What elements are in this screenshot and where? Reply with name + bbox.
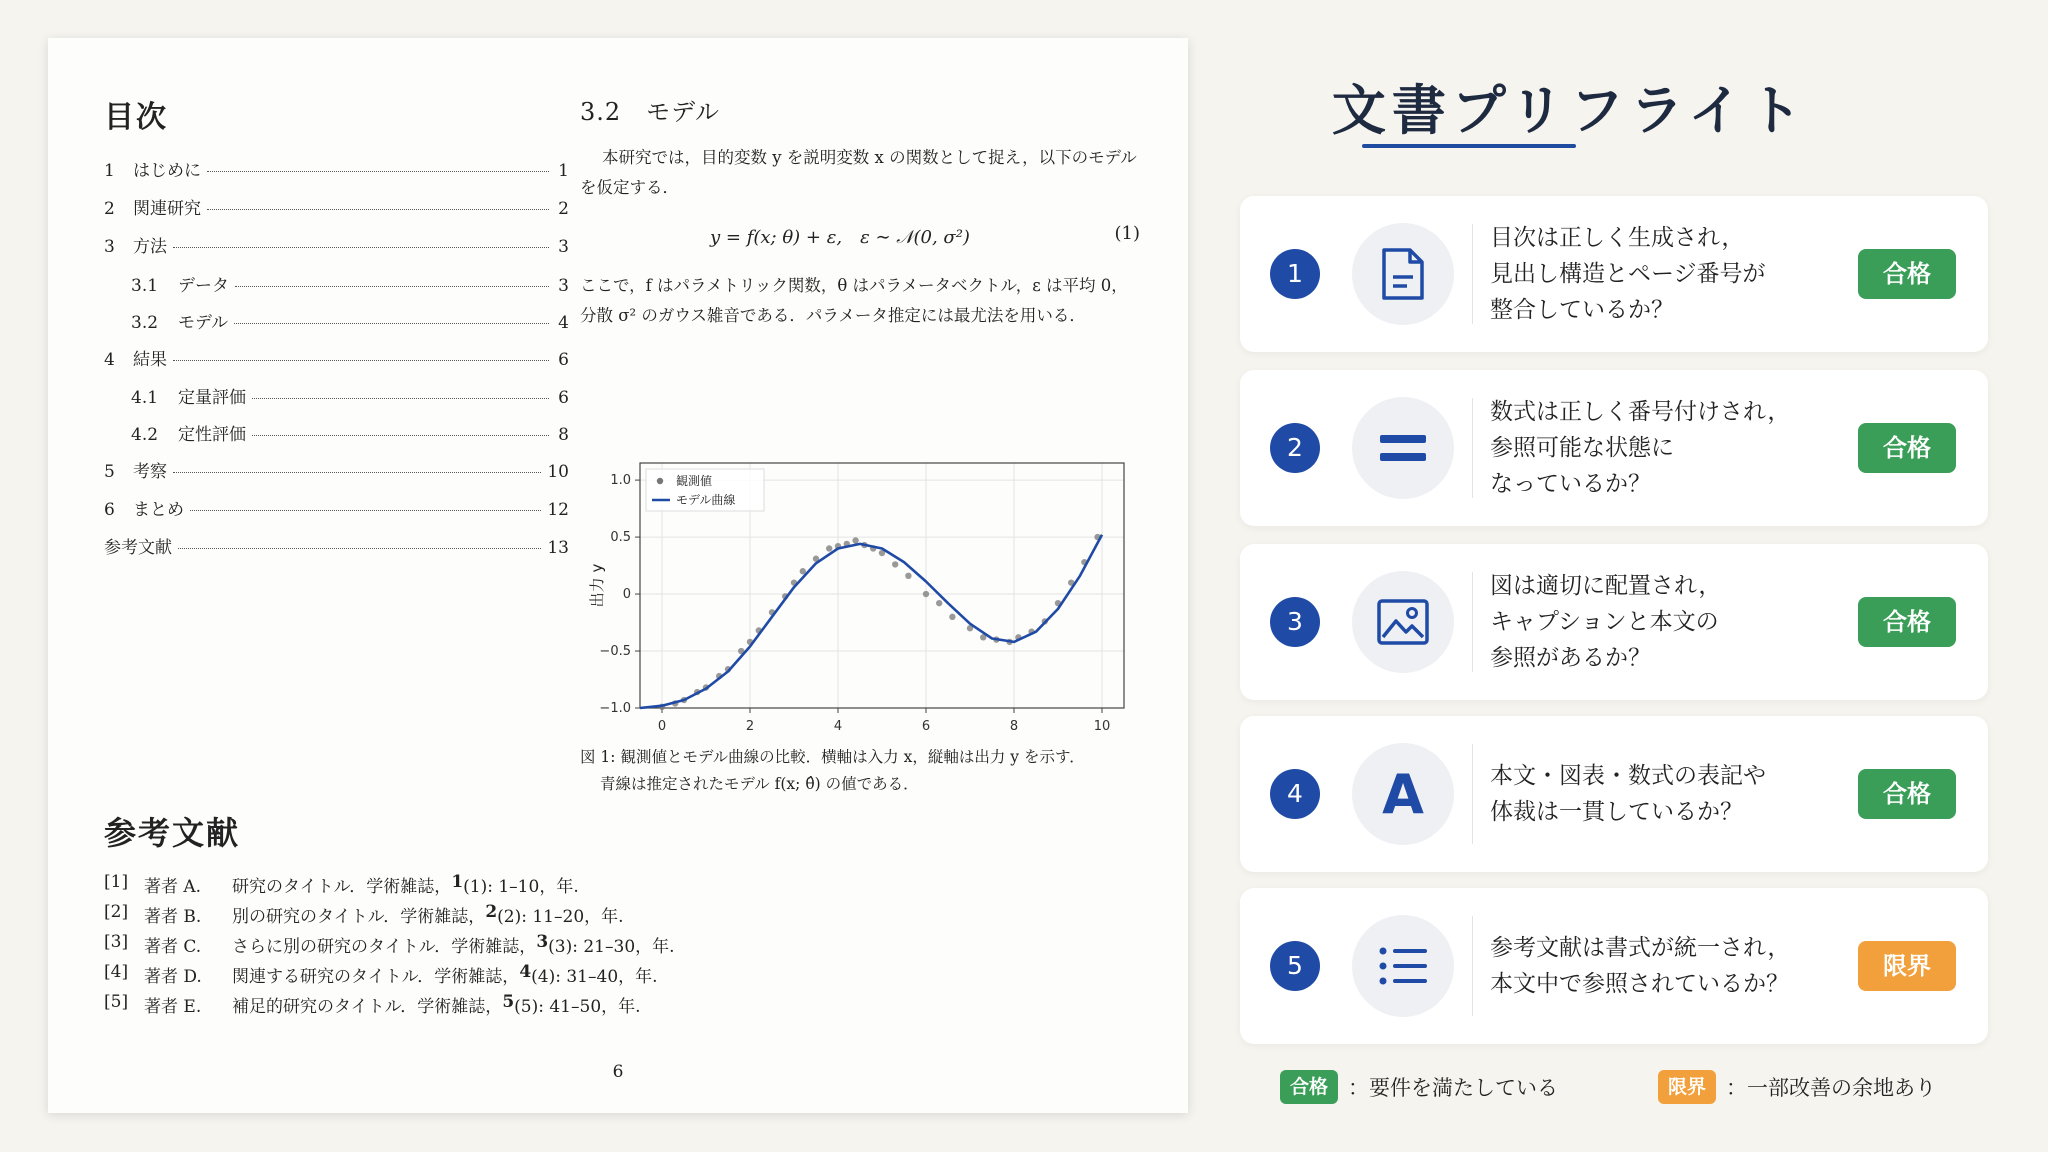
question-text <box>1490 888 1850 1044</box>
document-page <box>48 38 1188 1113</box>
reference-volume: 3 <box>536 932 549 952</box>
section-title: 3.2 モデル <box>580 98 720 126</box>
status-badge: 合格 <box>1858 597 1956 647</box>
reference-number: [4] <box>104 962 129 982</box>
question-line: 参照可能な状態に <box>1490 435 1674 461</box>
data-point <box>905 573 911 579</box>
x-tick-label: 2 <box>745 719 755 734</box>
reference-author: 著者 A. <box>144 877 202 897</box>
item-number-badge: 2 <box>1270 423 1320 473</box>
toc-title: 目次 <box>104 100 168 135</box>
caption-line-1: 図 1: 観測値とモデル曲線の比較．横軸は入力 x，縦軸は出力 y を示す． <box>580 748 1085 766</box>
question-text <box>1490 196 1850 352</box>
status-badge: 合格 <box>1858 249 1956 299</box>
item-number-badge: 4 <box>1270 769 1320 819</box>
icon-circle <box>1352 571 1454 673</box>
toc-item-number: 3.1 <box>131 275 159 296</box>
toc-item <box>104 533 569 571</box>
toc-leader <box>178 548 541 549</box>
question-text <box>1490 716 1850 872</box>
toc-item-label: 参考文献 <box>104 538 172 559</box>
data-point <box>936 600 942 606</box>
reference-title: 別の研究のタイトル．学術雑誌， <box>232 907 486 927</box>
toc-item-page: 13 <box>547 538 569 559</box>
document-icon <box>1380 247 1426 301</box>
question-line: 整合しているか？ <box>1490 297 1674 323</box>
reference-author: 著者 D. <box>144 967 202 987</box>
status-badge: 限界 <box>1858 941 1956 991</box>
toc-item-label: 定量評価 <box>178 387 246 408</box>
toc-item <box>104 383 569 420</box>
card-divider <box>1472 572 1473 672</box>
toc-item-number: 5 <box>104 461 115 482</box>
x-tick-label: 0 <box>657 719 667 734</box>
reference-item <box>104 992 984 1022</box>
data-point <box>949 614 955 620</box>
toc-item <box>104 457 569 495</box>
question-line: 見出し構造とページ番号が <box>1490 261 1766 287</box>
y-tick-label: −0.5 <box>599 644 631 660</box>
toc-item-page: 1 <box>558 161 569 181</box>
question-line: 本文中で参照されているか？ <box>1490 971 1789 997</box>
reference-list <box>104 872 984 1022</box>
question-line: 体裁は一貫しているか？ <box>1490 799 1743 825</box>
toc-item-number: 4.2 <box>131 424 159 445</box>
list-icon <box>1379 946 1427 986</box>
reference-pages: (1): 1–10，年. <box>463 877 579 897</box>
toc-leader <box>252 398 549 399</box>
icon-circle <box>1352 223 1454 325</box>
reference-author: 著者 C. <box>144 937 202 957</box>
reference-number: [5] <box>104 992 129 1012</box>
equation-number: (1) <box>1114 223 1140 244</box>
data-point <box>892 561 898 567</box>
checklist-item-3 <box>1240 544 1988 700</box>
model-curve-line <box>640 535 1102 708</box>
reference-number: [3] <box>104 932 129 952</box>
question-text <box>1490 544 1850 700</box>
equation-body: y = f(x; θ) + ε, ε ∼ 𝒩(0, σ²) <box>710 227 970 248</box>
toc-item-label: データ <box>178 275 229 296</box>
legend-pass-text: ：要件を満たしている <box>1348 1076 1559 1100</box>
reference-volume: 5 <box>502 992 515 1012</box>
y-tick-label: 1.0 <box>610 473 631 489</box>
reference-item <box>104 902 984 932</box>
toc-leader <box>207 209 549 210</box>
toc-leader <box>173 247 549 248</box>
question-text <box>1490 370 1850 526</box>
toc-item-page: 2 <box>558 199 569 220</box>
toc-item <box>104 495 569 533</box>
item-number-badge: 3 <box>1270 597 1320 647</box>
toc-leader <box>173 360 549 361</box>
toc-leader <box>252 435 549 436</box>
toc-leader <box>207 171 549 172</box>
toc-item-number: 4 <box>104 349 115 370</box>
reference-pages: (5): 41–50，年. <box>514 997 641 1017</box>
reference-item <box>104 932 984 962</box>
panel-title: 文書プリフライト <box>1331 79 1809 142</box>
question-line: なっているか？ <box>1490 471 1651 497</box>
toc-item-page: 12 <box>547 499 569 520</box>
reference-pages: (2): 11–20，年. <box>497 907 624 927</box>
x-tick-label: 8 <box>1009 719 1019 734</box>
toc-item-label: 考察 <box>133 461 167 482</box>
toc-item <box>104 308 569 345</box>
page-number: 6 <box>612 1062 624 1082</box>
y-tick-label: 0 <box>622 587 631 603</box>
reference-author: 著者 B. <box>144 907 202 927</box>
checklist-item-1 <box>1240 196 1988 352</box>
toc-item-page: 4 <box>558 312 569 333</box>
question-line: 図は適切に配置され， <box>1490 573 1722 599</box>
toc-leader <box>190 510 541 511</box>
equation <box>580 203 1140 271</box>
reference-title: 研究のタイトル．学術雑誌， <box>232 877 452 897</box>
legend-limit-text: ：一部改善の余地あり <box>1726 1076 1937 1100</box>
data-point <box>852 537 858 543</box>
y-tick-label: −1.0 <box>599 701 631 716</box>
status-badge: 合格 <box>1858 769 1956 819</box>
reference-number: [1] <box>104 872 129 892</box>
card-divider <box>1472 398 1473 498</box>
icon-circle <box>1352 397 1454 499</box>
reference-volume: 4 <box>519 962 532 982</box>
references <box>104 808 984 1022</box>
y-axis-label: 出力 y <box>588 563 606 608</box>
question-line: 参考文献は書式が統一され， <box>1490 935 1791 961</box>
legend-line-label: モデル曲線 <box>676 493 736 507</box>
toc-item-number: 2 <box>104 199 115 220</box>
question-line: 目次は正しく生成され， <box>1490 225 1745 251</box>
equals-icon <box>1380 433 1426 463</box>
toc-item <box>104 345 569 383</box>
section-paragraph-1: 本研究では，目的変数 y を説明変数 x の関数として捉え，以下のモデルを仮定する． <box>580 148 1137 197</box>
chart-svg <box>580 410 1180 740</box>
reference-pages: (4): 31–40，年. <box>531 967 658 987</box>
toc-item <box>104 194 569 232</box>
card-divider <box>1472 744 1473 844</box>
reference-number: [2] <box>104 902 129 922</box>
references-title: 参考文献 <box>104 814 241 852</box>
question-line: キャプションと本文の <box>1490 609 1719 635</box>
card-divider <box>1472 224 1473 324</box>
checklist-item-5 <box>1240 888 1988 1044</box>
toc-item-label: はじめに <box>133 161 201 181</box>
toc-item-label: 関連研究 <box>133 199 201 220</box>
reference-title: さらに別の研究のタイトル．学術雑誌， <box>232 937 537 957</box>
icon-circle <box>1352 743 1454 845</box>
checklist-item-4 <box>1240 716 1988 872</box>
legend-scatter-marker <box>657 478 663 484</box>
letter-a-icon: A <box>1382 762 1424 826</box>
toc-item-page: 8 <box>558 424 569 445</box>
toc-item-number: 1 <box>104 161 115 181</box>
x-tick-label: 6 <box>921 719 931 734</box>
toc-item <box>104 156 569 194</box>
status-badge: 合格 <box>1858 423 1956 473</box>
legend-pass-chip: 合格 <box>1280 1070 1338 1104</box>
toc-item-page: 6 <box>558 387 569 408</box>
toc-item-label: 方法 <box>133 237 167 258</box>
toc-item-label: 結果 <box>133 349 167 370</box>
legend-limit <box>1658 1070 1936 1104</box>
table-of-contents <box>104 92 569 571</box>
reference-volume: 1 <box>451 872 464 892</box>
toc-item-number: 4.1 <box>131 387 159 408</box>
caption-line-2: 青線は推定されたモデル f(x; θ̂) の値である． <box>600 775 919 793</box>
toc-item-number: 3 <box>104 237 115 258</box>
toc-leader <box>173 472 541 473</box>
toc-item-number: 6 <box>104 499 115 520</box>
toc-leader <box>235 286 549 287</box>
figure-caption <box>580 744 1180 798</box>
toc-item-page: 3 <box>558 237 569 258</box>
toc-item-label: 定性評価 <box>178 424 246 445</box>
toc-leader <box>234 323 549 324</box>
item-number-badge: 5 <box>1270 941 1320 991</box>
data-point <box>923 591 929 597</box>
legend-scatter-label: 観測値 <box>676 474 713 488</box>
reference-title: 補足的研究のタイトル．学術雑誌， <box>232 997 503 1017</box>
toc-item-label: まとめ <box>133 499 184 520</box>
y-tick-label: 0.5 <box>610 530 631 546</box>
reference-volume: 2 <box>485 902 498 922</box>
checklist-item-2 <box>1240 370 1988 526</box>
x-tick-label: 4 <box>833 719 843 734</box>
question-line: 本文・図表・数式の表記や <box>1490 763 1766 789</box>
x-tick-label: 10 <box>1093 719 1111 734</box>
toc-item <box>104 271 569 308</box>
figure-chart <box>580 410 1180 785</box>
image-icon <box>1377 599 1429 645</box>
reference-author: 著者 E. <box>144 997 202 1017</box>
question-line: 参照があるか？ <box>1490 645 1651 671</box>
reference-title: 関連する研究のタイトル．学術雑誌， <box>232 967 520 987</box>
question-line: 数式は正しく番号付けされ， <box>1490 399 1791 425</box>
toc-item-label: モデル <box>178 312 229 333</box>
toc-item-number: 3.2 <box>131 312 159 333</box>
toc-item-page: 3 <box>558 275 569 296</box>
model-section <box>580 92 1140 331</box>
toc-item-page: 10 <box>547 461 569 482</box>
legend-limit-chip: 限界 <box>1658 1070 1716 1104</box>
item-number-badge: 1 <box>1270 249 1320 299</box>
legend-pass <box>1280 1070 1558 1104</box>
reference-item <box>104 872 984 902</box>
icon-circle <box>1352 915 1454 1017</box>
reference-item <box>104 962 984 992</box>
toc-item <box>104 420 569 457</box>
section-paragraph-2: ここで，f はパラメトリック関数，θ はパラメータベクトル，ε は平均 0，分散 σ² のガウス雑音である．パラメータ推定には最尤法を用いる． <box>580 276 1128 325</box>
reference-pages: (3): 21–30，年. <box>548 937 675 957</box>
toc-item <box>104 232 569 270</box>
title-underline <box>1362 144 1576 148</box>
toc-list <box>104 156 569 571</box>
toc-item-page: 6 <box>558 349 569 370</box>
card-divider <box>1472 916 1473 1016</box>
data-point <box>826 545 832 551</box>
